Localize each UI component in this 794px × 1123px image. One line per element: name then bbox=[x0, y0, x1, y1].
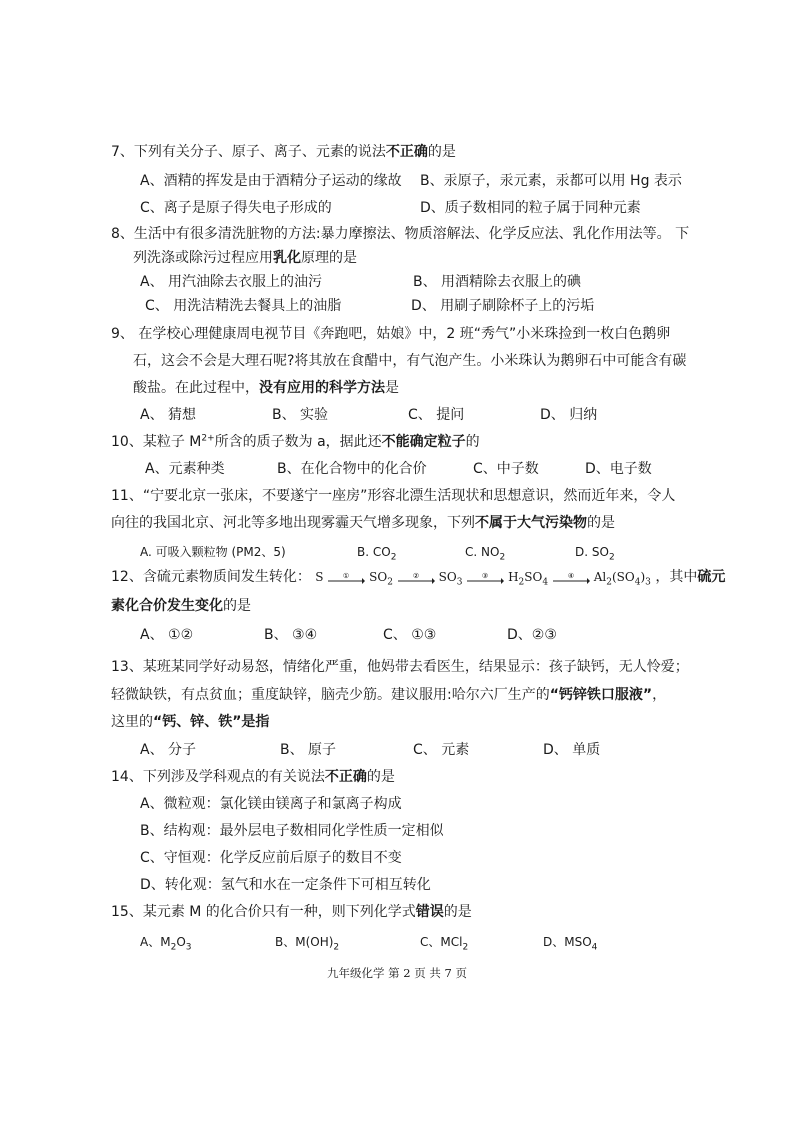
q12-option-d: D、②③ bbox=[507, 627, 557, 643]
q13-option-b: B、 原子 bbox=[280, 742, 337, 758]
q15-option-c-subscript: 2 bbox=[462, 942, 469, 953]
q10-stem-mid: 所含的质子数为 a，据此还 bbox=[214, 434, 382, 450]
chain-species-s: S bbox=[315, 570, 324, 584]
chain-subscript: 2 bbox=[606, 577, 612, 588]
q11-option-a: A. 可吸入颗粒物 (PM2、5) bbox=[140, 545, 286, 559]
chain-species-so2: SO bbox=[369, 570, 388, 584]
q13-option-d: D、 单质 bbox=[543, 742, 601, 758]
q10-option-d: D、电子数 bbox=[585, 461, 652, 477]
q11-option-c bbox=[465, 543, 505, 561]
page-footer: 九年级化学 第 2 页 共 7 页 bbox=[326, 966, 468, 980]
q13-line2-text: 轻微缺铁，有点贫血；重度缺锌，脑壳少筋。建议服用:哈尔六厂生产的 bbox=[111, 687, 550, 703]
chain-subscript: 3 bbox=[645, 577, 651, 588]
reaction-arrow-4 bbox=[552, 571, 590, 585]
q9-line3 bbox=[133, 379, 399, 397]
chain-subscript: 4 bbox=[634, 577, 641, 588]
chain-species-part: SO bbox=[524, 570, 543, 584]
q8-option-a: A、 用汽油除去衣服上的油污 bbox=[140, 274, 323, 290]
q9-emphasis: 没有应用的科学方法 bbox=[259, 380, 385, 396]
q9-line3-tail: 是 bbox=[385, 380, 399, 396]
q12-line2 bbox=[111, 597, 251, 615]
chain-subscript: 3 bbox=[456, 577, 463, 588]
q15-option-b-subscript: 2 bbox=[333, 942, 340, 953]
q11-option-d bbox=[575, 543, 615, 561]
q12-emphasis-2: 素化合价发生变化 bbox=[111, 598, 223, 614]
q12-line2-tail: 的是 bbox=[223, 598, 251, 614]
q11-option-b bbox=[357, 543, 396, 561]
q15-option-a-subscript: 3 bbox=[185, 942, 192, 953]
q15-option-a-subscript: 2 bbox=[170, 942, 177, 953]
q14-option-a: A、微粒观：氯化镁由镁离子和氯离子构成 bbox=[140, 796, 402, 812]
q14-option-b: B、结构观：最外层电子数相同化学性质一定相似 bbox=[140, 823, 444, 839]
arrow-label-3: ③ bbox=[482, 571, 489, 580]
q7-stem-tail: 的是 bbox=[427, 144, 456, 160]
q8-stem-line1: 8、生活中有很多清洗脏物的方法:暴力摩擦法、物质溶解法、化学反应法、乳化作用法等。 下 bbox=[111, 226, 690, 242]
q15-option-a-text: A、M bbox=[140, 935, 171, 949]
q14-option-d: D、转化观：氢气和水在一定条件下可相互转化 bbox=[140, 877, 431, 893]
q10-option-a: A、元素种类 bbox=[145, 461, 225, 477]
q8-stem-line2 bbox=[133, 249, 357, 267]
chain-subscript: 4 bbox=[542, 577, 549, 588]
q12-stem bbox=[111, 568, 725, 586]
q10-charge-superscript: 2+ bbox=[201, 433, 215, 444]
q15-stem bbox=[111, 903, 472, 921]
q8-stem-emphasis: 乳化 bbox=[273, 250, 301, 266]
q8-option-d: D、 用刷子刷除杯子上的污垢 bbox=[411, 298, 595, 314]
q13-option-c: C、 元素 bbox=[413, 742, 470, 758]
q9-option-b: B、 实验 bbox=[272, 407, 329, 423]
q13-emphasis-2: “钙、锌、铁”是指 bbox=[153, 714, 270, 730]
q10-stem bbox=[111, 433, 480, 451]
q13-line2-tail: ， bbox=[652, 687, 667, 703]
q8-stem-line2-text: 列洗涤或除污过程应用 bbox=[133, 250, 273, 266]
q7-stem-emphasis: 不正确 bbox=[385, 144, 428, 160]
q9-option-c: C、 提问 bbox=[408, 407, 465, 423]
q12-option-a: A、 ①② bbox=[140, 627, 194, 643]
chain-species-part: (SO bbox=[611, 570, 635, 584]
q9-line2: 石，这会不会是大理石呢?将其放在食醋中，有气泡产生。小米珠认为鹅卵石中可能含有碳 bbox=[133, 353, 687, 369]
reaction-arrow-2 bbox=[397, 571, 435, 585]
q7-stem-text: 7、下列有关分子、原子、离子、元素的说法 bbox=[111, 144, 386, 160]
q11-line1: 11、“宁要北京一张床，不要遂宁一座房”形容北漂生活现状和思想意识，然而近年来，令人 bbox=[111, 488, 676, 504]
q7-stem bbox=[111, 143, 456, 161]
q12-emphasis-1: 硫元 bbox=[697, 569, 726, 585]
q14-emphasis: 不正确 bbox=[324, 769, 367, 785]
q14-option-c: C、守恒观：化学反应前后原子的数目不变 bbox=[140, 850, 402, 866]
q15-option-b bbox=[275, 933, 339, 951]
q13-line3 bbox=[111, 713, 269, 731]
q12-stem-mid: ，其中 bbox=[655, 569, 698, 585]
q9-line1: 9、 在学校心理健康周电视节目《奔跑吧，姑娘》中，2 班“秀气”小米珠捡到一枚白色鹅卵 bbox=[111, 326, 671, 342]
q13-line3-text: 这里的 bbox=[111, 714, 153, 730]
arrow-label-4: ④ bbox=[567, 571, 575, 580]
q14-stem-text: 14、下列涉及学科观点的有关说法 bbox=[111, 769, 325, 785]
q15-option-c-text: C、MCl bbox=[420, 935, 463, 949]
q11-emphasis: 不属于大气污染物 bbox=[475, 515, 587, 531]
q11-option-b-text: B. CO bbox=[357, 545, 391, 559]
q12-stem-text: 12、含硫元素物质间发生转化： bbox=[111, 569, 311, 585]
q15-option-d bbox=[543, 933, 597, 951]
q14-stem-tail: 的是 bbox=[366, 769, 395, 785]
chain-subscript: 2 bbox=[387, 577, 393, 588]
q11-line2 bbox=[111, 514, 615, 532]
q8-option-b: B、 用酒精除去衣服上的碘 bbox=[413, 274, 582, 290]
q13-emphasis-1: “钙锌铁口服液” bbox=[549, 687, 653, 703]
q9-line3-text: 酸盐。在此过程中， bbox=[133, 380, 259, 396]
q15-stem-text: 15、某元素 M 的化合价只有一种，则下列化学式 bbox=[111, 904, 416, 920]
arrow-label-1: ① bbox=[343, 571, 350, 580]
q9-option-d: D、 归纳 bbox=[540, 407, 598, 423]
chain-species-part: ) bbox=[640, 570, 646, 584]
q11-option-d-text: D. SO bbox=[575, 545, 609, 559]
q15-stem-tail: 的是 bbox=[443, 904, 472, 920]
q15-option-c bbox=[420, 933, 468, 951]
q7-option-d: D、质子数相同的粒子属于同种元素 bbox=[420, 200, 641, 216]
q15-option-d-subscript: 4 bbox=[591, 942, 598, 953]
q10-emphasis: 不能确定粒子 bbox=[381, 434, 466, 450]
reaction-arrow-3 bbox=[466, 571, 504, 585]
q10-stem-text: 10、某粒子 M bbox=[111, 434, 202, 450]
q11-option-c-text: C. NO bbox=[465, 545, 500, 559]
q12-option-c: C、 ①③ bbox=[383, 627, 437, 643]
q15-option-a-mid: O bbox=[176, 935, 186, 949]
q8-option-c: C、 用洗洁精洗去餐具上的油脂 bbox=[145, 298, 342, 314]
q10-option-b: B、在化合物中的化合价 bbox=[277, 461, 427, 477]
chain-subscript: 2 bbox=[518, 577, 525, 588]
q11-option-c-subscript: 2 bbox=[499, 552, 506, 563]
q14-stem bbox=[111, 768, 395, 786]
reaction-chain bbox=[315, 568, 651, 586]
chain-species-h2so4: H bbox=[508, 570, 519, 584]
q11-option-d-subscript: 2 bbox=[608, 552, 615, 563]
q13-option-a: A、 分子 bbox=[140, 742, 197, 758]
q15-option-a bbox=[140, 933, 192, 951]
q9-option-a: A、 猜想 bbox=[140, 407, 197, 423]
q10-option-c: C、中子数 bbox=[473, 461, 539, 477]
q13-line2 bbox=[111, 686, 666, 704]
q12-option-b: B、 ③④ bbox=[264, 627, 318, 643]
q8-stem-line2-tail: 原理的是 bbox=[301, 250, 357, 266]
q7-option-b: B、汞原子，汞元素，汞都可以用 Hg 表示 bbox=[420, 173, 682, 189]
q15-emphasis: 错误 bbox=[415, 904, 444, 920]
q11-option-b-subscript: 2 bbox=[390, 552, 397, 563]
q15-option-b-text: B、M(OH) bbox=[275, 935, 334, 949]
q11-line2-tail: 的是 bbox=[587, 515, 615, 531]
reaction-arrow-1 bbox=[327, 571, 365, 585]
q7-option-c: C、离子是原子得失电子形成的 bbox=[140, 200, 332, 216]
q13-line1: 13、某班某同学好动易怒，情绪化严重，他妈带去看医生，结果显示：孩子缺钙，无人怜爱； bbox=[111, 659, 689, 675]
chain-species-so3: SO bbox=[438, 570, 457, 584]
q11-line2-text: 向往的我国北京、河北等多地出现雾霾天气增多现象，下列 bbox=[111, 515, 475, 531]
q10-stem-tail: 的 bbox=[465, 434, 480, 450]
arrow-label-2: ② bbox=[412, 571, 419, 580]
q15-option-d-text: D、MSO bbox=[543, 935, 592, 949]
q7-option-a: A、酒精的挥发是由于酒精分子运动的缘故 bbox=[140, 173, 402, 189]
chain-species-al2so43: Al bbox=[593, 570, 607, 584]
